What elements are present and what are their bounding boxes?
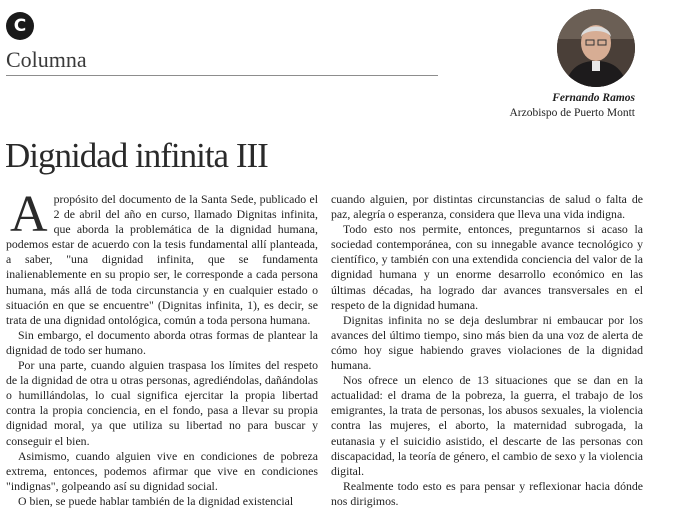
drop-cap: A <box>10 186 48 243</box>
article-column-left <box>6 186 318 509</box>
article-paragraph: Nos ofrece un elenco de 13 situaciones que se dan en la actualidad: el drama de la pobreza, la guerra, el trabajo de los emigrantes, la trata de personas, los abusos sexuales, la violencia contra las mujeres, el aborto, la maternidad subrogada, la eutanasia y el suicidio asistido, el descarte de las personas con discapacidad, la teoría de género, el cambio de sexo y la violencia digital. <box>331 373 643 478</box>
article-column-right <box>331 192 643 509</box>
article-paragraph: O bien, se puede hablar también de la dignidad existencial <box>18 493 294 508</box>
article-paragraph: Asimismo, cuando alguien vive en condiciones de pobreza extrema, entonces, podemos afirmar que vive en condiciones "indignas", golpeando así su dignidad social. <box>6 448 318 493</box>
article-title: Dignidad infinita III <box>5 136 268 175</box>
article-paragraph: Dignitas infinita no se deja deslumbrar ni embaucar por los avances del último tiempo, sino más bien da una voz de alerta de cómo hoy sigue habiendo graves violaciones de la dignidad humana. <box>331 312 643 373</box>
article-paragraph <box>6 186 318 328</box>
article-paragraph: Sin embargo, el documento aborda otras formas de plantear la dignidad de todo ser humano. <box>6 327 318 357</box>
paragraph-text: propósito del documento de la Santa Sede, publicado el 2 de abril del año en curso, llamado Dignitas infinita, que aborda la problemática de la dignidad humana, podemos estar de acuerdo con la tesis fundamental allí planteada, a saber, "una dignidad infinita, que se fundamenta inalienablemente en su propio ser, le corresponde a cada persona humana, más allá de toda circunstancia y en cualquier estado o situación en que se encuentre" (Dignitas infinita, 1), es decir, se trata de una dignidad ontológica, común a toda persona humana. <box>6 192 318 327</box>
article-paragraph: Todo esto nos permite, entonces, preguntarnos si acaso la sociedad contemporánea, con su innegable avance tecnológico y científico, y también con una extendida conciencia del valor de la dignidad humana y un enorme desarrollo económico en las últimas décadas, ha logrado dar avances transversales en el respeto de la dignidad humana. <box>331 222 643 312</box>
article-paragraph: Por una parte, cuando alguien traspasa los límites del respeto de la dignidad de otra u otras personas, agrediéndolas, dañándolas o humillándolas, lo cual significa ejercitar la propia libertad contra la propia conciencia, en el fondo, pasa a llevar su propia dignidad moral, ya que utiliza su libertad no para buscar y conseguir el bien. <box>6 358 318 448</box>
section-label: Columna <box>6 47 87 72</box>
author-portrait-image <box>557 9 635 87</box>
author-photo <box>557 9 635 87</box>
article-paragraph: Realmente todo esto es para pensar y reflexionar hacia dónde nos dirigimos. <box>331 478 643 508</box>
author-role: Arzobispo de Puerto Montt <box>509 107 635 119</box>
header-divider <box>6 75 438 76</box>
article-paragraph: cuando alguien, por distintas circunstancias de salud o falta de paz, alegría o esperanza, considera que lleva una vida indigna. <box>331 192 643 222</box>
author-name: Fernando Ramos <box>552 92 635 104</box>
column-logo: C <box>6 12 34 40</box>
